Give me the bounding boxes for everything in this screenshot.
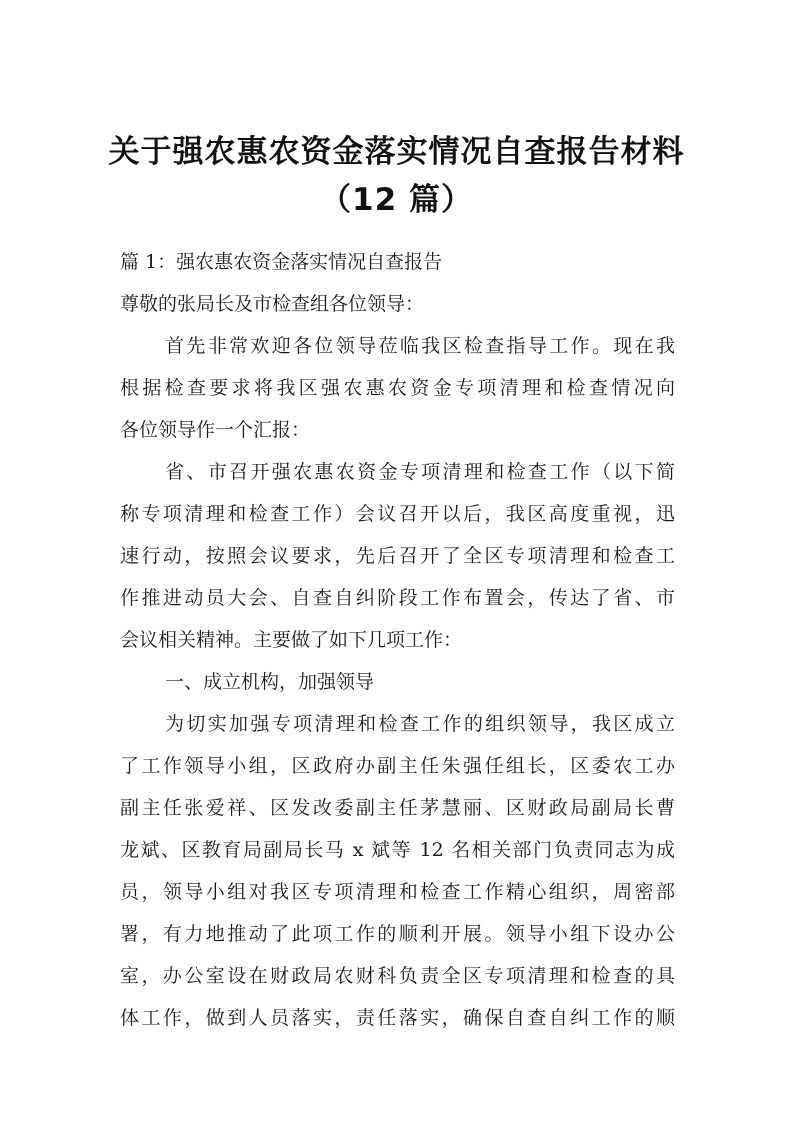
- paragraph-line: 省、市召开强农惠农资金专项清理和检查工作（以下简: [165, 461, 675, 483]
- paragraph-line: 称专项清理和检查工作）会议召开以后，我区高度重视，迅: [120, 503, 675, 525]
- paragraph-line: 速行动，按照会议要求，先后召开了全区专项清理和检查工: [120, 545, 675, 567]
- paragraph-line: 作推进动员大会、自查自纠阶段工作布置会，传达了省、市: [120, 587, 675, 609]
- paragraph-line: 会议相关精神。主要做了如下几项工作：: [120, 629, 463, 651]
- document-title-count: （12 篇）: [320, 182, 473, 218]
- paragraph-line: 体工作，做到人员落实，责任落实，确保自查自纠工作的顺: [120, 1007, 675, 1029]
- section-heading: 篇 1：强农惠农资金落实情况自查报告: [120, 251, 443, 273]
- paragraph-line: 员，领导小组对我区专项清理和检查工作精心组织，周密部: [120, 881, 675, 903]
- paragraph-line: 副主任张爱祥、区发改委副主任茅慧丽、区财政局副局长曹: [120, 797, 675, 819]
- document-title: 关于强农惠农资金落实情况自查报告材料: [108, 134, 685, 170]
- paragraph-line: 了工作领导小组，区政府办副主任朱强任组长，区委农工办: [120, 755, 675, 777]
- paragraph-line: 室，办公室设在财政局农财科负责全区专项清理和检查的具: [120, 965, 675, 987]
- paragraph-line: 各位领导作一个汇报：: [120, 419, 311, 441]
- paragraph-line: 署，有力地推动了此项工作的顺利开展。领导小组下设办公: [120, 923, 675, 945]
- paragraph-line: 龙斌、区教育局副局长马 x 斌等 12 名相关部门负责同志为成: [120, 839, 675, 861]
- paragraph-line: 首先非常欢迎各位领导莅临我区检查指导工作。现在我: [165, 335, 675, 357]
- salutation: 尊敬的张局长及市检查组各位领导：: [120, 293, 425, 315]
- paragraph-line: 根据检查要求将我区强农惠农资金专项清理和检查情况向: [120, 377, 675, 399]
- subsection-heading: 一、成立机构，加强领导: [165, 671, 375, 693]
- paragraph-line: 为切实加强专项清理和检查工作的组织领导，我区成立: [165, 713, 675, 735]
